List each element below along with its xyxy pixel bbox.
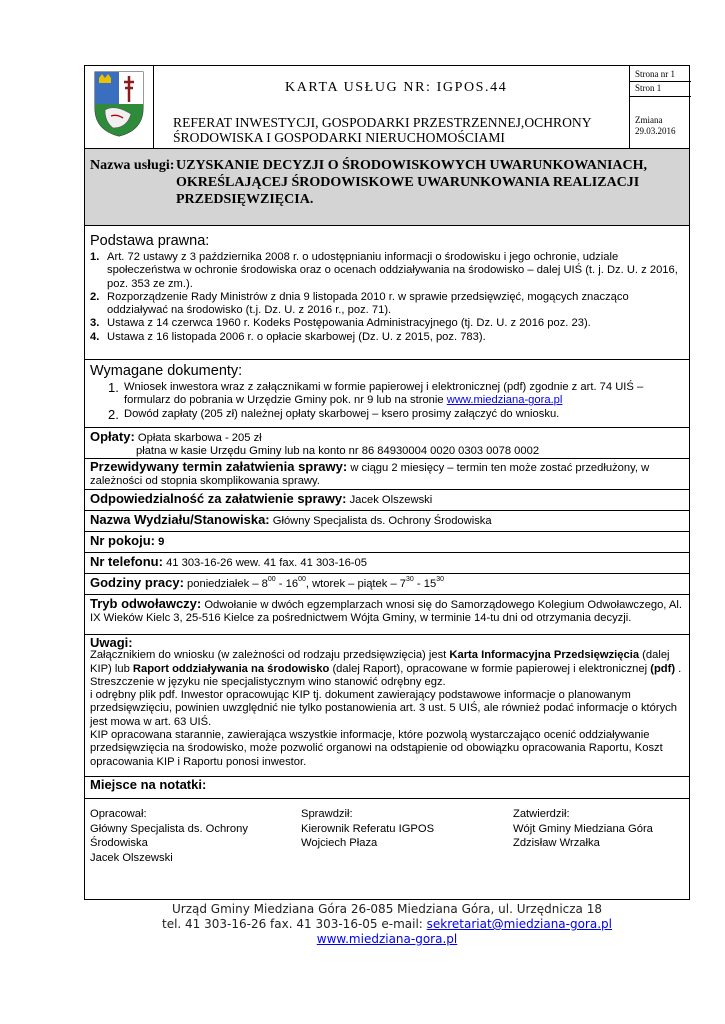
notes-space-section (90, 778, 684, 791)
notes-paragraph-2: i odrębny plik pdf. Inwestor opracowując KIP tj. dokument zawierający podstawowe informacje o planowanym przedsięwzięciu, powinien uwzględnić nie tylko postanowienia art. 3 ust. 5 UIŚ, ale również podać informacje o których jest mowa w art. 63 UIŚ. (90, 689, 678, 728)
notes-paragraph-3: KIP opracowana starannie, zawierająca wszystkie informacje, które pozwolą wystarczająco ocenić oddziaływanie przedsięwzięcia na środowisko, może pozwolić organowi na odstąpienie od obowiązku opracowania Raportu, Koszt opracowania KIP i Raportu ponosi inwestor. (90, 729, 663, 768)
page-number: Strona nr 1 (635, 69, 675, 79)
hours-label: Godziny pracy: (90, 575, 184, 590)
coat-of-arms-icon (91, 70, 147, 138)
footer-address: Urząd Gminy Miedziana Góra 26-085 Miedziana Góra, ul. Urzędnicza 18 (171, 902, 602, 916)
service-name-section (85, 149, 689, 225)
deadline-text: w ciągu 2 miesięcy – termin ten może zostać przedłużony, w zależności od stopnia skomplikowania sprawy. (90, 462, 650, 488)
appeal-label: Tryb odwoławczy: (90, 596, 202, 611)
deadline-label: Przewidywany termin załatwienia sprawy: (90, 459, 348, 474)
responsible-label: Odpowiedzialność za załatwienie sprawy: (90, 491, 347, 506)
legal-basis-item: 1. Art. 72 ustawy z 3 października 2008 r. o udostępnianiu informacji o środowisku i jego ochronie, udziale społeczeństwa w ochronie środowiska oraz o ocenach oddziaływania na środowisko – dalej UIŚ (t. j. Dz. U. z 2016, poz. 353 ze zm.). (90, 251, 678, 290)
legal-basis-heading: Podstawa prawna: (90, 233, 210, 249)
appeal-text: Odwołanie w dwóch egzemplarzach wnosi się do Samorządowego Kolegium Odwoławczego, Al. IX Wieków Kielc 3, 25-516 Kielce za pośrednictwem Wójta Gminy, w terminie 14-tu dni od otrzymania decyzji. (90, 599, 682, 625)
service-title-line-2: OKREŚLAJĄCEJ ŚRODOWISKOWE UWARUNKOWANIA REALIZACJI (176, 175, 640, 190)
fee-section (90, 430, 684, 459)
fee-label: Opłaty: (90, 429, 135, 444)
footer-contact: tel. 41 303-16-26 fax. 41 303-16-05 e-mail: sekretariat@miedziana-gora.pl (162, 917, 612, 931)
department-line-1: REFERAT INWESTYCJI, GOSPODARKI PRZESTRZENNEJ,OCHRONY (173, 115, 592, 130)
card-title: KARTA USŁUG NR: IGPOS.44 (285, 80, 508, 95)
fee-line-2: płatna w kasie Urzędu Gminy lub na konto nr 86 84930004 0020 0303 0078 0002 (136, 445, 540, 458)
phone-section (90, 555, 684, 570)
department-line-2: ŚRODOWISKA I GOSPODARKI NIERUCHOMOŚCIAMI (173, 130, 505, 145)
responsible-section (90, 492, 684, 507)
service-title-line-3: PRZEDSIĘWZIĘCIA. (176, 192, 314, 207)
required-documents-section: Wymagane dokumenty: 1. Wniosek inwestora wraz z załącznikami w formie papierowej i elektronicznej (pdf) zgodnie z art. 74 UIŚ – formularz do pobrania w Urzędzie Gminy pok. nr 9 lub na stronie www.miedziana-gora.pl 2. Dowód zapłaty (205 zł) należnej opłaty skarbowej – ksero prosimy załączyć do wniosku. (90, 363, 684, 421)
document-item: 1. Wniosek inwestora wraz z załącznikami w formie papierowej i elektronicznej (pdf) zgodnie z art. 74 UIŚ – formularz do pobrania w Urzędzie Gminy pok. nr 9 lub na stronie www.miedziana-gora.pl (108, 380, 644, 407)
signature-prepared: Opracował: Główny Specjalista ds. Ochrony Środowiska Jacek Olszewski (90, 808, 248, 864)
deadline-section (90, 460, 684, 489)
legal-basis-item: 4. Ustawa z 16 listopada 2006 r. o opłacie skarbowej (Dz. U. z 2015, poz. 783). (90, 330, 486, 343)
service-label: Nazwa usługi: (90, 158, 175, 173)
hours-text: poniedziałek – $8^{00} - 16^{00}$, wtorek – piątek – $7^{30} - 15^{30}$ (187, 576, 444, 590)
website-link[interactable]: www.miedziana-gora.pl (446, 394, 563, 407)
document-item: 2. Dowód zapłaty (205 zł) należnej opłaty skarbowej – ksero prosimy załączyć do wniosku. (108, 406, 560, 422)
room-label: Nr pokoju: (90, 533, 155, 548)
change-label: Zmiana (635, 115, 663, 125)
responsible-text: Jacek Olszewski (349, 494, 433, 506)
change-date: 29.03.2016 (635, 126, 676, 136)
fee-line-1: Opłata skarbowa - 205 zł (137, 432, 262, 444)
footer-email-link[interactable]: sekretariat@miedziana-gora.pl (426, 917, 612, 931)
service-title-line-1: UZYSKANIE DECYZJI O ŚRODOWISKOWYCH UWARUNKOWANIACH, (176, 158, 648, 173)
phone-text: 41 303-16-26 wew. 41 fax. 41 303-16-05 (166, 557, 367, 569)
notes-section (90, 636, 684, 769)
notes-paragraph-1: Załącznikiem do wniosku (w zależności od rodzaju przedsięwzięcia) jest Karta Informacyjna Przedsięwzięcia (dalej KIP) lub Raport oddziaływania na środowisko (dalej Raport), opracowane w formie papierowej i elektronicznej (pdf) . Streszczenie w języku nie specjalistycznym wino stanowić odrębny egz. (90, 649, 682, 688)
signature-checked: Sprawdził: Kierownik Referatu IGPOS Wojciech Płaza (301, 808, 435, 849)
room-section (90, 534, 684, 549)
legal-basis-list (90, 251, 684, 344)
page-count: Stron 1 (635, 83, 662, 93)
hours-section (90, 576, 684, 591)
division-section (90, 513, 684, 528)
signature-approved: Zatwierdził: Wójt Gminy Miedziana Góra Zdzisław Wrzałka (513, 808, 653, 849)
notes-space-label: Miejsce na notatki: (90, 777, 207, 792)
appeal-section (90, 597, 684, 626)
notes-label: Uwagi: (90, 635, 133, 650)
footer (84, 902, 690, 947)
legal-basis-item: 3. Ustawa z 14 czerwca 1960 r. Kodeks Postępowania Administracyjnego (tj. Dz. U. z 2016 poz. 23). (90, 317, 591, 330)
footer-website-link[interactable]: www.miedziana-gora.pl (316, 932, 458, 946)
phone-label: Nr telefonu: (90, 554, 163, 569)
division-label: Nazwa Wydziału/Stanowiska: (90, 512, 270, 527)
legal-basis-section (90, 233, 684, 344)
service-card (84, 65, 690, 900)
room-number: 9 (158, 536, 165, 548)
division-text: Główny Specjalista ds. Ochrony Środowiska (272, 515, 492, 527)
required-documents-heading: Wymagane dokumenty (90, 363, 239, 379)
legal-basis-item: 2. Rozporządzenie Rady Ministrów z dnia 9 listopada 2010 r. w sprawie przedsięwzięć, mogących znacząco oddziaływać na środowisko (t.j. Dz. U. z 2016 r., poz. 71). (90, 290, 629, 317)
